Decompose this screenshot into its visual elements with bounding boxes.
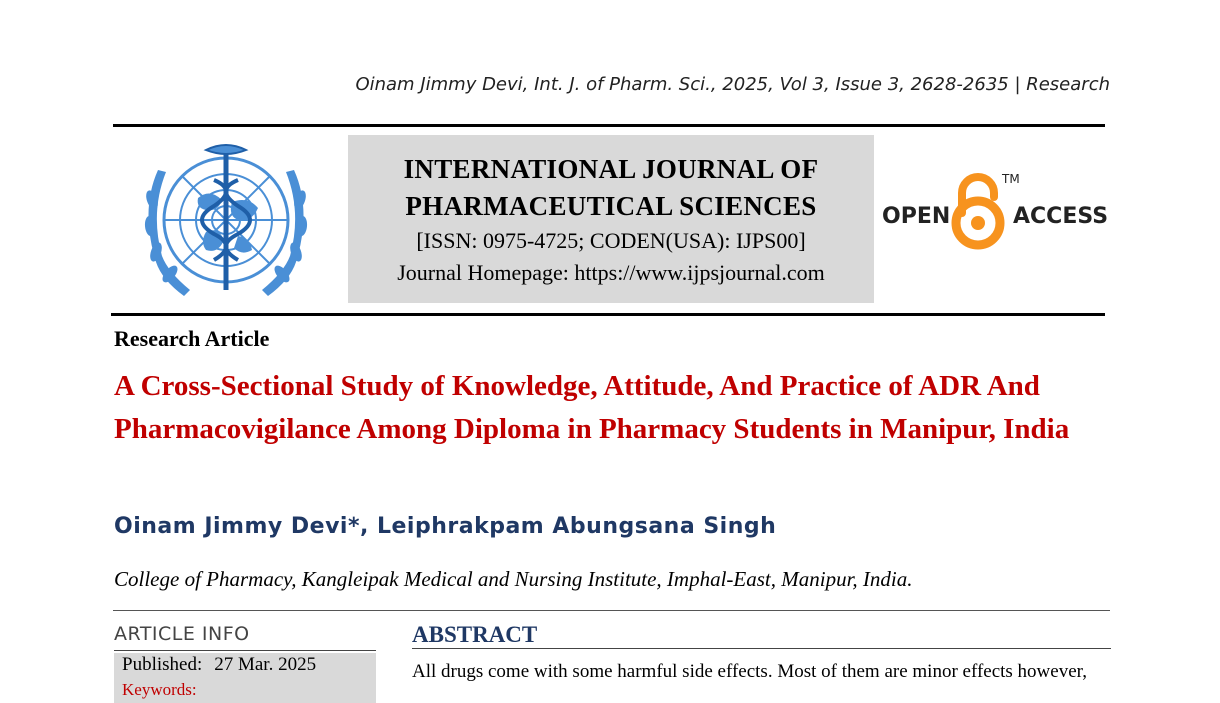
published-row xyxy=(122,654,316,676)
abstract-heading: ABSTRACT xyxy=(412,622,538,647)
header-rule-top xyxy=(113,124,1105,127)
open-access-word2: ACCESS xyxy=(1013,204,1108,229)
journal-name-line1: INTERNATIONAL JOURNAL OF xyxy=(403,154,819,184)
article-authors: Oinam Jimmy Devi*, Leiphrakpam Abungsana Singh xyxy=(114,514,777,539)
section-divider xyxy=(113,610,1110,611)
abstract-rule xyxy=(412,648,1111,649)
keywords-label: Keywords: xyxy=(122,680,197,699)
header-rule-bottom xyxy=(111,313,1105,316)
un-emblem-caduceus-icon xyxy=(128,140,324,306)
abstract-text: All drugs come with some harmful side effects. Most of them are minor effects however, xyxy=(412,661,1087,682)
running-head: Oinam Jimmy Devi, Int. J. of Pharm. Sci., 2025, Vol 3, Issue 3, 2628-2635 | Research xyxy=(355,74,1110,95)
open-access-lock-icon xyxy=(880,167,1108,251)
article-type: Research Article xyxy=(114,326,270,351)
journal-issn: [ISSN: 0975-4725; CODEN(USA): IJPS00] xyxy=(416,228,806,253)
journal-masthead xyxy=(348,135,874,303)
article-title: A Cross-Sectional Study of Knowledge, Attitude, And Practice of ADR And Pharmacovigilance Among Diploma in Pharmacy Students in Manipur, India xyxy=(114,370,1070,445)
published-date: 27 Mar. 2025 xyxy=(214,654,317,675)
journal-homepage: Journal Homepage: https://www.ijpsjournal.com xyxy=(397,260,825,285)
open-access-word1: OPEN xyxy=(882,204,951,229)
article-affiliation: College of Pharmacy, Kangleipak Medical and Nursing Institute, Imphal-East, Manipur, India. xyxy=(114,567,913,591)
article-info-heading: ARTICLE INFO xyxy=(114,623,250,645)
journal-name-line2: PHARMACEUTICAL SCIENCES xyxy=(405,191,817,221)
open-access-tm: TM xyxy=(1002,172,1020,186)
article-info-rule xyxy=(114,650,376,651)
published-label: Published: xyxy=(122,654,203,675)
